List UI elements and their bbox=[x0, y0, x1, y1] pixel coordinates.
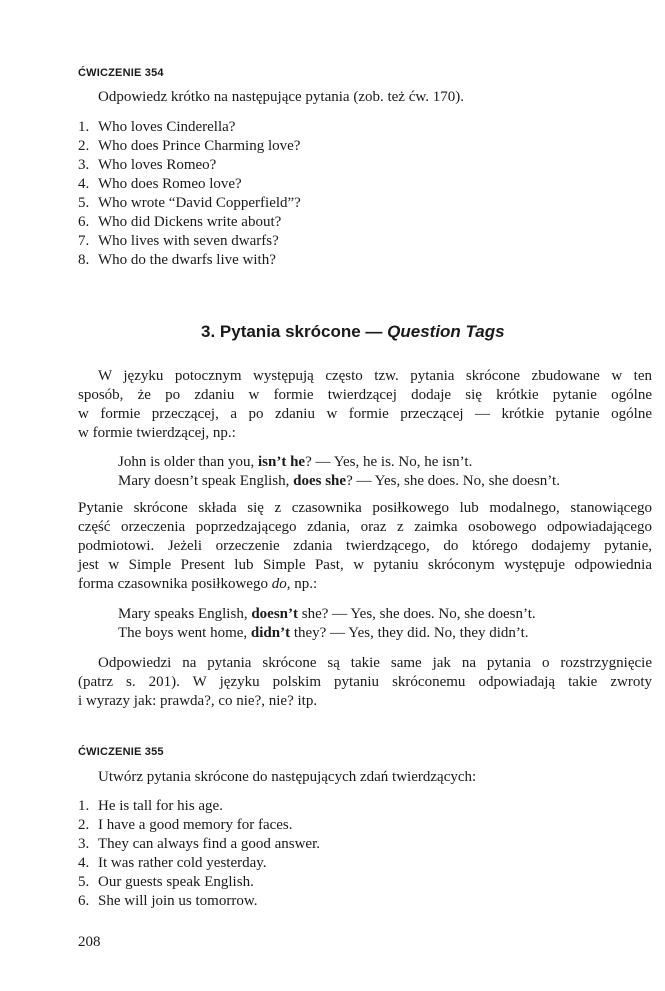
list-item: 4. It was rather cold yesterday. bbox=[78, 855, 267, 871]
exercise-354-list bbox=[78, 118, 301, 270]
rule-paragraph: Pytanie skrócone składa się z czasownika posiłkowego lub modalnego, stanowiącego część orzeczenia poprzedzającego zdania, oraz z zaimka osobowego odpowiadającego podmiotowi. Jeżeli orzeczenie zdania twierdzącego, do którego dodajemy pytanie, jest w Simple Present lub Simple Past, w pytaniu skróconym występuje odpowiednia forma czasownika posiłkowego do, np.: bbox=[78, 500, 652, 592]
answer-paragraph: Odpowiedzi na pytania skrócone są takie same jak na pytania o rozstrzygnięcie (patrz s. 201). W języku polskim pytaniu skróconemu odpowiadają takie zwroty i wyrazy jak: prawda?, co nie?, nie? itp. bbox=[78, 655, 652, 709]
list-item: 1. He is tall for his age. bbox=[78, 798, 223, 814]
list-item: 5. Our guests speak English. bbox=[78, 874, 254, 890]
example-line: The boys went home, didn’t they? — Yes, they did. No, they didn’t. bbox=[118, 625, 529, 641]
list-item: 7. Who lives with seven dwarfs? bbox=[78, 233, 279, 249]
section-title: 3. Pytania skrócone — Question Tags bbox=[201, 322, 505, 341]
exercise-354-heading: ĆWICZENIE 354 bbox=[78, 67, 164, 79]
list-item: 3. They can always find a good answer. bbox=[78, 836, 321, 852]
exercise-355-list bbox=[78, 797, 320, 911]
exercise-355-instruction: Utwórz pytania skrócone do następujących zdań twierdzących: bbox=[98, 769, 477, 785]
list-item: 6. Who did Dickens write about? bbox=[78, 214, 282, 230]
list-item: 8. Who do the dwarfs live with? bbox=[78, 252, 276, 268]
list-item: 3. Who loves Romeo? bbox=[78, 157, 217, 173]
list-item: 2. Who does Prince Charming love? bbox=[78, 138, 301, 154]
examples-block-1 bbox=[118, 453, 560, 491]
list-item: 5. Who wrote “David Copperfield”? bbox=[78, 195, 301, 211]
rule-last-line: forma czasownika posiłkowego do, np.: bbox=[78, 576, 318, 592]
example-line: John is older than you, isn’t he? — Yes, he is. No, he isn’t. bbox=[118, 454, 473, 470]
section-title-english: Question Tags bbox=[387, 322, 505, 341]
example-line: Mary doesn’t speak English, does she? — Yes, she does. No, she doesn’t. bbox=[118, 473, 560, 489]
exercise-354-instruction: Odpowiedz krótko na następujące pytania (zob. też ćw. 170). bbox=[98, 89, 464, 105]
intro-paragraph: W języku potocznym występują często tzw. pytania skrócone zbudowane w ten sposób, że po zdaniu w formie twierdzącej dodaje się krótkie pytanie ogólne w formie przeczącej, a po zdaniu w formie przeczącej — krótkie pytanie ogólne w formie twierdzącej, np.: bbox=[78, 368, 652, 441]
page-number: 208 bbox=[78, 934, 101, 950]
list-item: 6. She will join us tomorrow. bbox=[78, 893, 258, 909]
list-item: 2. I have a good memory for faces. bbox=[78, 817, 293, 833]
example-line: Mary speaks English, doesn’t she? — Yes, she does. No, she doesn’t. bbox=[118, 606, 536, 622]
exercise-355-heading: ĆWICZENIE 355 bbox=[78, 746, 164, 758]
list-item: 1. Who loves Cinderella? bbox=[78, 119, 236, 135]
list-item: 4. Who does Romeo love? bbox=[78, 176, 242, 192]
examples-block-2 bbox=[118, 605, 536, 643]
